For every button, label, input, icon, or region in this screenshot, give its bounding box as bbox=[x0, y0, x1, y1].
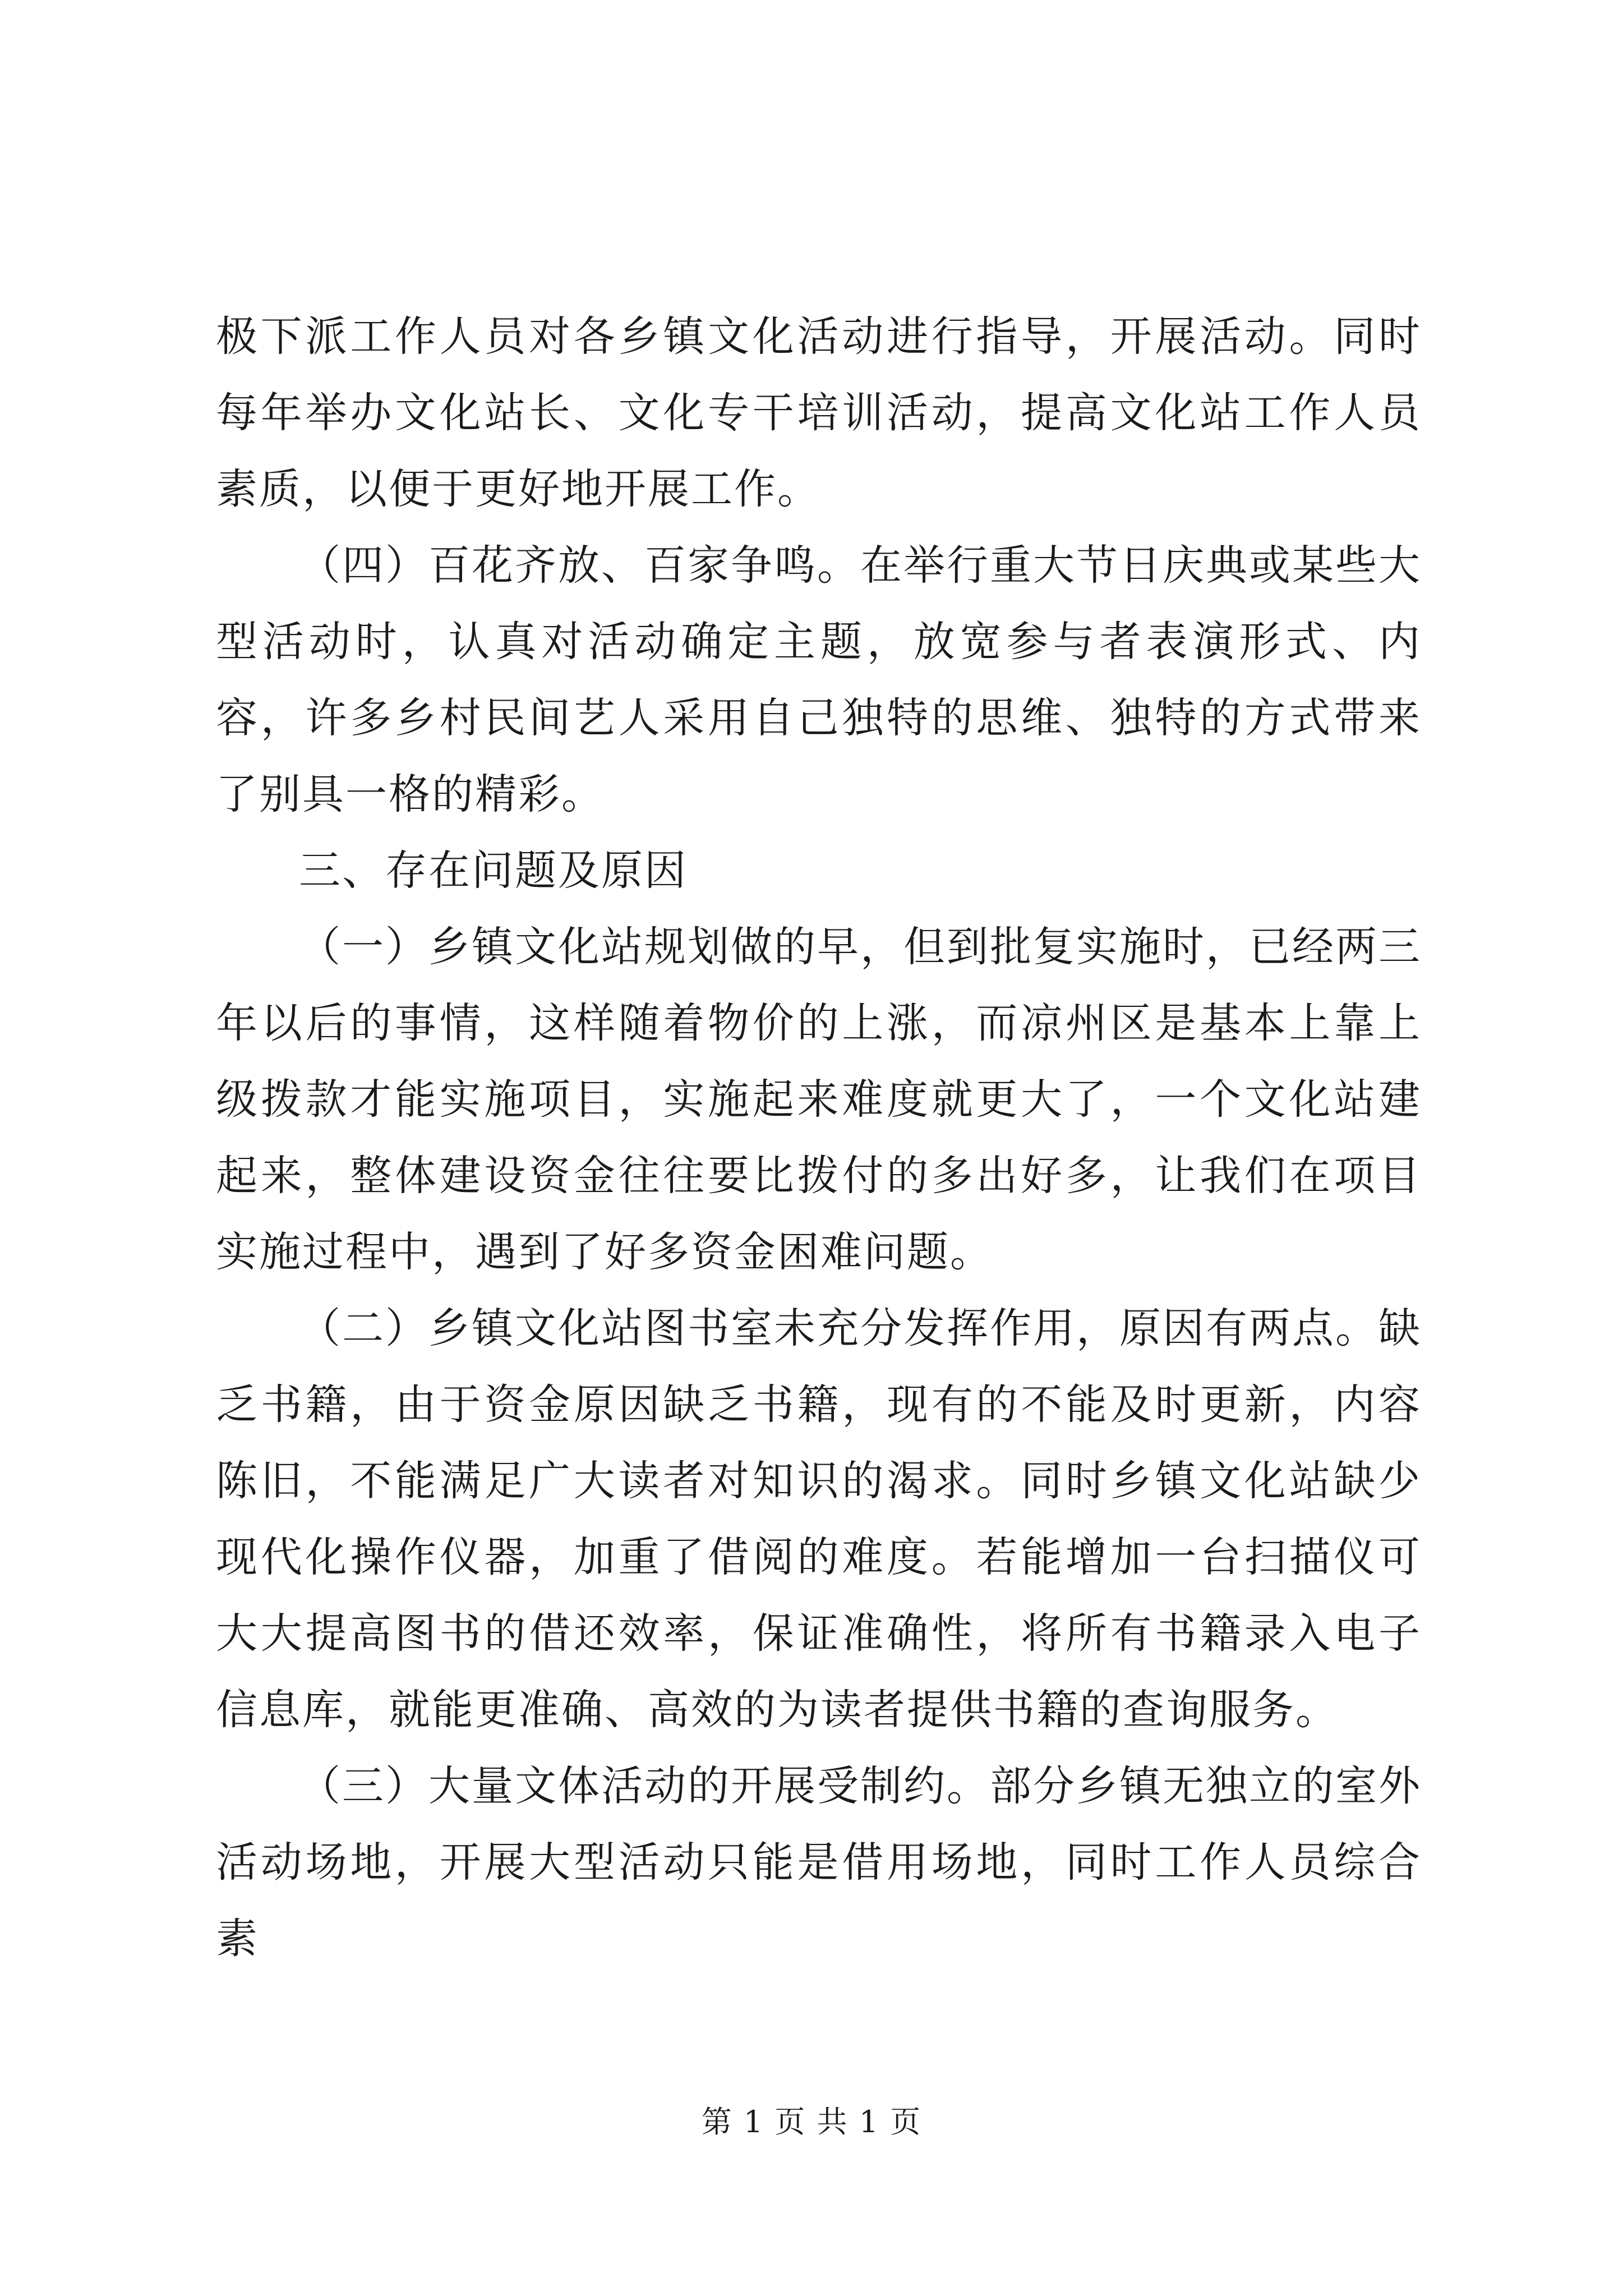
paragraph-continuation: 极下派工作人员对各乡镇文化活动进行指导，开展活动。同时每年举办文化站长、文化专干培训活动，提高文化站工作人员素质，以便于更好地开展工作。 bbox=[216, 312, 1422, 513]
paragraph-problem-three: （三）大量文体活动的开展受制约。部分乡镇无独立的室外活动场地，开展大型活动只能是借用场地，同时工作人员综合素 bbox=[216, 1762, 1422, 1963]
paragraph-section-four: （四）百花齐放、百家争鸣。在举行重大节日庆典或某些大型活动时，认真对活动确定主题，放宽参与者表演形式、内容，许多乡村民间艺人采用自己独特的思维、独特的方式带来了别具一格的精彩。 bbox=[216, 541, 1422, 818]
section-heading-problems: 三、存在问题及原因 bbox=[299, 846, 688, 895]
page-number-footer: 第 1 页 共 1 页 bbox=[701, 2104, 922, 2139]
paragraph-problem-one: （一）乡镇文化站规划做的早，但到批复实施时，已经两三年以后的事情，这样随着物价的上涨，而凉州区是基本上靠上级拨款才能实施项目，实施起来难度就更大了，一个文化站建起来，整体建设资金往往要比拨付的多出好多，让我们在项目实施过程中，遇到了好多资金困难问题。 bbox=[216, 923, 1422, 1276]
document-body bbox=[216, 298, 1422, 1977]
paragraph-problem-two: （二）乡镇文化站图书室未充分发挥作用，原因有两点。缺乏书籍，由于资金原因缺乏书籍，现有的不能及时更新，内容陈旧，不能满足广大读者对知识的渴求。同时乡镇文化站缺少现代化操作仪器，加重了借阅的难度。若能增加一台扫描仪可大大提高图书的借还效率，保证准确性，将所有书籍录入电子信息库，就能更准确、高效的为读者提供书籍的查询服务。 bbox=[216, 1304, 1422, 1734]
